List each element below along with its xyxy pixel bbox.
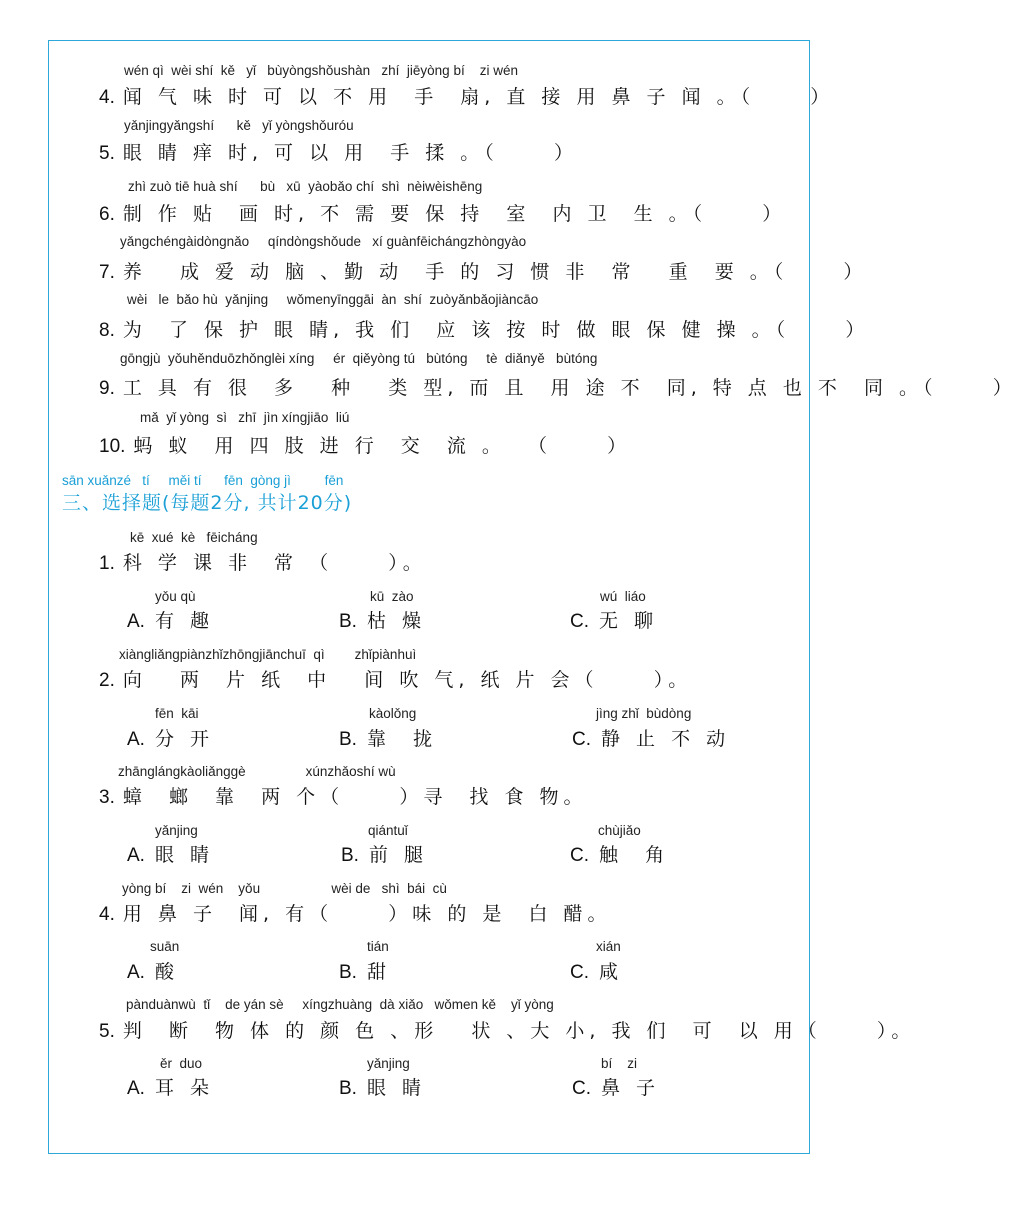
- mc-4-question: 4. 用 鼻 子 闻, 有（ ）味 的 是 白 醋。: [99, 903, 612, 925]
- mc-3-option-c-pinyin: chùjiǎo: [598, 823, 641, 838]
- mc-3-question: 3. 蟑 螂 靠 两 个（ ）寻 找 食 物。: [99, 786, 588, 808]
- mc-2-option-a-pinyin: fēn kāi: [155, 706, 199, 721]
- mc-5-option-b[interactable]: B. 眼 睛: [339, 1077, 426, 1099]
- mc-5-pinyin: pànduànwù tǐ de yán sè xíngzhuàng dà xiǎo wǒmen kě yǐ yòng: [126, 997, 554, 1012]
- mc-3-pinyin: zhānglángkàoliǎnggè xúnzhǎoshí wù: [118, 764, 396, 779]
- mc-4-option-a-pinyin: suān: [150, 939, 180, 954]
- tf-4-pinyin: wén qì wèi shí kě yǐ bùyòngshǒushàn zhí jiēyòng bí zi wén: [124, 63, 518, 78]
- tf-7-question: 7. 养 成 爱 动 脑 、勤 动 手 的 习 惯 非 常 重 要 。（ ）: [99, 261, 868, 283]
- mc-5-option-c-pinyin: bí zi: [601, 1056, 638, 1071]
- mc-3-option-a[interactable]: A. 眼 睛: [127, 844, 214, 866]
- mc-1-question: 1. 科 学 课 非 常 （ ）。: [99, 552, 427, 574]
- tf-9-question: 9. 工 具 有 很 多 种 类 型, 而 且 用 途 不 同, 特 点 也 不 同 。（ ）: [99, 377, 1017, 399]
- mc-2-option-c-pinyin: jìng zhǐ bùdòng: [596, 706, 692, 721]
- tf-9-pinyin: gōngjù yǒuhěnduōzhǒnglèi xíng ér qiěyòng tú bùtóng tè diǎnyě bùtóng: [120, 351, 598, 366]
- tf-5-question: 5. 眼 睛 痒 时, 可 以 用 手 揉 。（ ）: [99, 142, 578, 164]
- tf-8-question: 8. 为 了 保 护 眼 睛, 我 们 应 该 按 时 做 眼 保 健 操 。（ ）: [99, 319, 870, 341]
- mc-2-option-a[interactable]: A. 分 开: [127, 728, 214, 750]
- mc-1-option-b-pinyin: kū zào: [370, 589, 414, 604]
- mc-3-option-b-pinyin: qiántuǐ: [368, 823, 408, 838]
- mc-2-question: 2. 向 两 片 纸 中 间 吹 气, 纸 片 会（ ）。: [99, 669, 693, 691]
- mc-4-option-c-pinyin: xián: [596, 939, 621, 954]
- tf-6-pinyin: zhì zuò tiē huà shí bù xū yàobǎo chí shì nèiwèishēng: [128, 179, 483, 194]
- mc-1-pinyin: kē xué kè fēicháng: [130, 530, 258, 545]
- mc-2-option-b-pinyin: kàolǒng: [369, 706, 417, 721]
- mc-1-option-c-pinyin: wú liáo: [600, 589, 646, 604]
- tf-8-pinyin: wèi le bǎo hù yǎnjing wǒmenyīnggāi àn shí zuòyǎnbǎojiàncāo: [127, 292, 539, 307]
- tf-4-question: 4. 闻 气 味 时 可 以 不 用 手 扇, 直 接 用 鼻 子 闻 。（ ）: [99, 86, 835, 108]
- mc-4-option-b-pinyin: tián: [367, 939, 389, 954]
- mc-3-option-c[interactable]: C. 触 角: [570, 844, 670, 866]
- mc-4-option-b[interactable]: B. 甜: [339, 961, 391, 983]
- section-title: 三、选择题(每题2分, 共计20分): [62, 492, 353, 514]
- mc-4-option-c[interactable]: C. 咸: [570, 961, 624, 983]
- mc-3-option-b[interactable]: B. 前 腿: [341, 844, 428, 866]
- mc-4-option-a[interactable]: A. 酸: [127, 961, 179, 983]
- mc-2-option-c[interactable]: C. 静 止 不 动: [572, 728, 731, 750]
- section-pinyin: sān xuǎnzé tí měi tí fēn gòng jì fēn: [62, 473, 344, 488]
- mc-2-option-b[interactable]: B. 靠 拢: [339, 728, 438, 750]
- tf-7-pinyin: yǎngchéngàidòngnǎo qíndòngshǒude xí guànfēichángzhòngyào: [120, 234, 527, 249]
- mc-5-option-a[interactable]: A. 耳 朵: [127, 1077, 214, 1099]
- mc-5-option-c[interactable]: C. 鼻 子: [572, 1077, 661, 1099]
- tf-10-pinyin: mǎ yǐ yòng sì zhī jìn xíngjiāo liú: [140, 410, 350, 425]
- mc-5-option-a-pinyin: ěr duo: [160, 1056, 203, 1071]
- mc-5-option-b-pinyin: yǎnjing: [367, 1056, 410, 1071]
- mc-5-question: 5. 判 断 物 体 的 颜 色 、形 状 、大 小, 我 们 可 以 用（ ）。: [99, 1020, 916, 1042]
- mc-2-pinyin: xiàngliǎngpiànzhǐzhōngjiānchuī qì zhǐpiànhuì: [119, 647, 417, 662]
- mc-1-option-b[interactable]: B. 枯 燥: [339, 610, 426, 632]
- tf-6-question: 6. 制 作 贴 画 时, 不 需 要 保 持 室 内 卫 生 。（ ）: [99, 203, 787, 225]
- mc-4-pinyin: yòng bí zi wén yǒu wèi de shì bái cù: [122, 881, 447, 896]
- mc-1-option-a-pinyin: yǒu qù: [155, 589, 196, 604]
- mc-1-option-c[interactable]: C. 无 聊: [570, 610, 659, 632]
- tf-10-question: 10. 蚂 蚁 用 四 肢 进 行 交 流 。 （ ）: [99, 435, 632, 457]
- mc-3-option-a-pinyin: yǎnjing: [155, 823, 198, 838]
- tf-5-pinyin: yǎnjingyǎngshí kě yǐ yòngshǒuróu: [124, 118, 354, 133]
- mc-1-option-a[interactable]: A. 有 趣: [127, 610, 214, 632]
